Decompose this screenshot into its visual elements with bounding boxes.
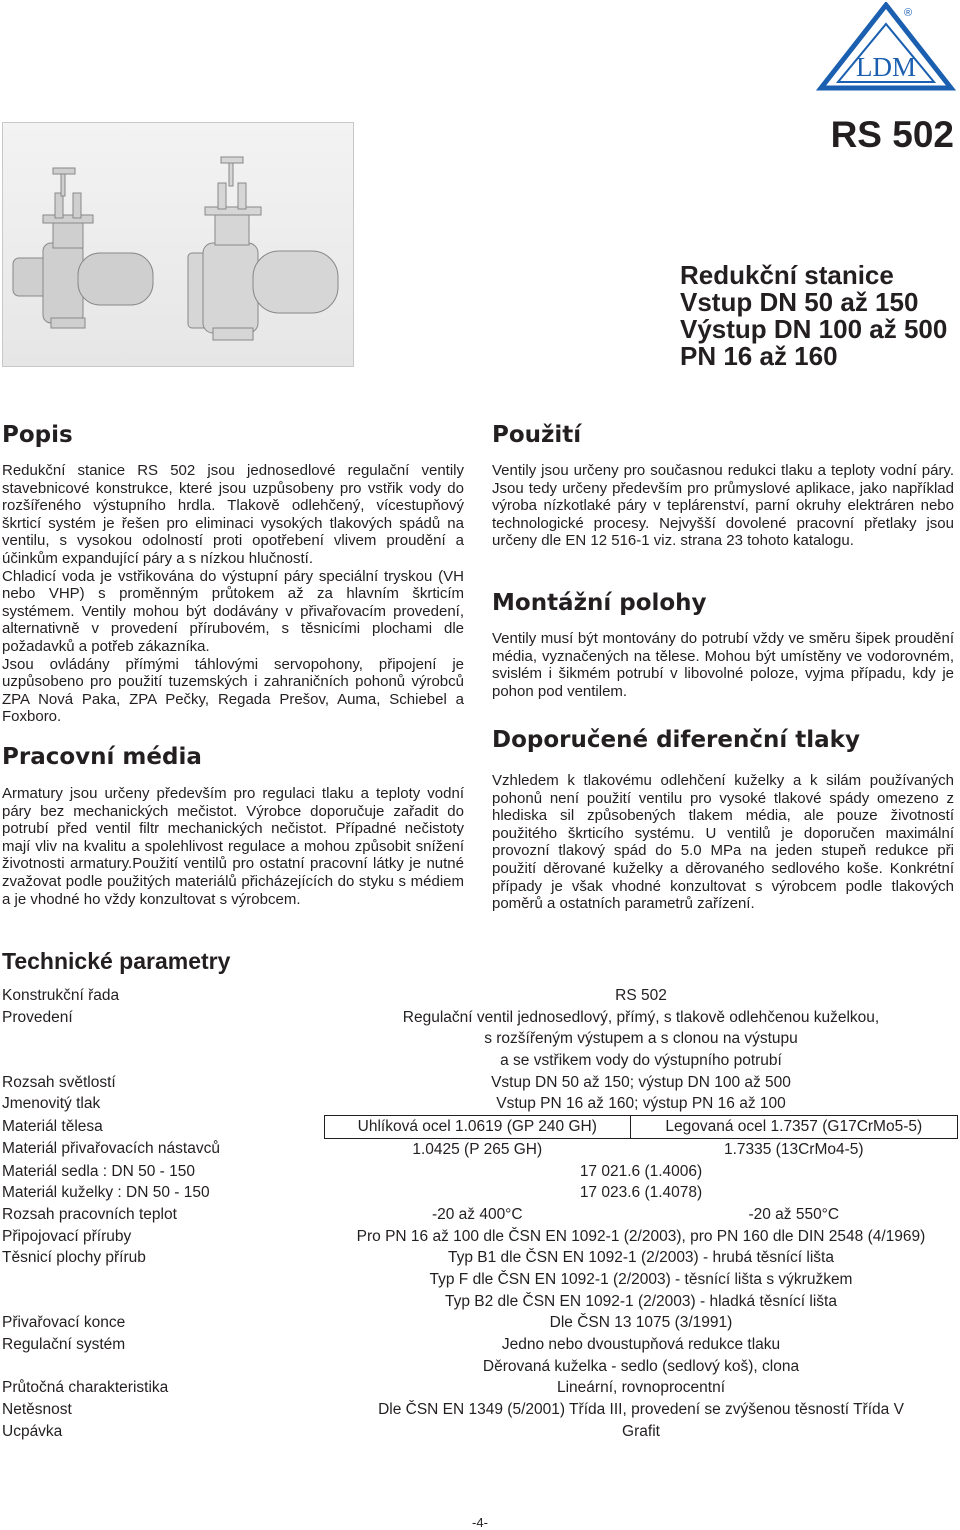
section-title-pouziti: Použití — [492, 422, 582, 448]
section-title-popis: Popis — [2, 422, 73, 448]
table-row — [0, 1050, 958, 1072]
table-row — [0, 1072, 958, 1094]
param-label: Ucpávka — [2, 1422, 63, 1440]
model-title: RS 502 — [830, 114, 954, 155]
table-row — [0, 1247, 958, 1269]
param-label: Jmenovitý tlak — [2, 1095, 101, 1113]
param-label — [0, 1291, 325, 1313]
param-label — [0, 1356, 325, 1378]
param-label: Rozsah pracovních teplot — [2, 1205, 177, 1223]
tech-title: Technické parametry — [2, 948, 231, 974]
param-label: Materiál tělesa — [2, 1117, 103, 1135]
param-value: Dle ČSN 13 1075 (3/1991) — [549, 1314, 733, 1332]
param-value: Regulační ventil jednosedlový, přímý, s tlakově odlehčenou kuželkou, — [402, 1008, 880, 1026]
param-value: s rozšířeným výstupem a s clonou na výstupu — [484, 1030, 798, 1048]
param-label — [0, 1269, 325, 1291]
param-value: RS 502 — [615, 987, 667, 1004]
param-label — [0, 1028, 325, 1050]
param-value-left: Uhlíková ocel 1.0619 (GP 240 GH) — [325, 1116, 631, 1139]
table-row — [0, 1399, 958, 1421]
param-value: 17 021.6 (1.4006) — [579, 1162, 703, 1180]
param-value: Jedno nebo dvoustupňová redukce tlaku — [501, 1336, 781, 1353]
subtitle-line: Redukční stanice — [680, 260, 894, 290]
param-label: Přivařovací konce — [2, 1314, 126, 1332]
table-row — [0, 1226, 958, 1248]
table-row — [0, 1093, 958, 1115]
section-pouziti-text — [492, 462, 954, 550]
table-row — [0, 1028, 958, 1050]
paragraph: Ventily musí být montovány do potrubí vždy ve směru šipek proudění média, vyznačených na tělese. Mohou být umístěny ve vodorovném, svislém i šikmém potrubí v libovolné poloze, vyjma případu, kdy je pohon pod ventilem. — [492, 630, 954, 700]
section-tlaky-text — [492, 772, 954, 913]
param-label: Materiál kuželky : DN 50 - 150 — [2, 1184, 210, 1202]
table-row — [0, 1312, 958, 1334]
paragraph: Chladicí voda je vstřikována do výstupní páry speciální tryskou (VH nebo VHP) s proměnným průtokem až za hlavním škrticím systémem. Ventily mohou být dodávány v přivařovacím provedení, alternativně v provedení přírubovém, s těsnicími plochami dle požadavků a potřeb zákazníka. — [2, 567, 464, 655]
table-row — [0, 1138, 958, 1160]
section-media-text — [2, 785, 464, 908]
subtitle-line: Vstup DN 50 až 150 — [680, 287, 919, 317]
table-row — [0, 1269, 958, 1291]
param-value-right: 1.7335 (13CrMo4-5) — [723, 1140, 864, 1158]
section-title-media: Pracovní média — [2, 744, 202, 770]
param-label: Provedení — [2, 1008, 73, 1026]
subtitle-line: PN 16 až 160 — [680, 341, 838, 371]
param-label: Těsnicí plochy přírub — [2, 1249, 146, 1267]
section-montaz-text — [492, 630, 954, 700]
table-row — [0, 1334, 958, 1356]
param-value: Děrovaná kuželka - sedlo (sedlový koš), clona — [482, 1357, 800, 1375]
table-row — [0, 1291, 958, 1313]
param-label: Regulační systém — [2, 1336, 126, 1353]
param-label: Konstrukční řada — [2, 987, 120, 1004]
param-value: Dle ČSN EN 1349 (5/2001) Třída III, provedení se zvýšenou těsností Třída V — [378, 1401, 904, 1419]
param-value: Grafit — [622, 1422, 660, 1440]
param-label: Připojovací příruby — [2, 1227, 132, 1245]
product-photo — [2, 122, 354, 367]
param-label: Průtočná charakteristika — [2, 1379, 169, 1397]
param-value: Typ B2 dle ČSN EN 1092-1 (2/2003) - hladká těsnící lišta — [444, 1292, 837, 1310]
table-row — [0, 1182, 958, 1204]
param-label: Materiál přivařovacích nástavců — [2, 1140, 220, 1158]
param-value: Lineární, rovnoprocentní — [556, 1379, 726, 1397]
param-value-right: -20 až 550°C — [748, 1205, 840, 1223]
table-row — [0, 985, 958, 1007]
subtitle-line: Výstup DN 100 až 500 — [680, 314, 948, 344]
param-value-left: -20 až 400°C — [431, 1205, 523, 1223]
param-value-left: 1.0425 (P 265 GH) — [412, 1140, 543, 1158]
param-value: 17 023.6 (1.4078) — [579, 1184, 703, 1202]
param-label: Netěsnost — [2, 1401, 72, 1419]
paragraph: Vzhledem k tlakovému odlehčení kuželky a k silám používaných pohonů není použití ventilu pro vysoké tlakové spády omezeno z hlediska sil způsobených tlakem média, ale pouze životností použitého škrticího systému. U ventilů je doporučen maximální provozní tlakový spád do 5.0 MPa na jeden stupeň redukce při použití děrované kuželky a děrovaného sedlového koše. Konkrétní případy je však vhodné konzultovat s výrobcem podle tlakových poměrů a ostatních parametrů zařízení. — [492, 772, 954, 913]
param-label — [0, 1050, 325, 1072]
param-value: Vstup PN 16 až 160; výstup PN 16 až 100 — [496, 1095, 786, 1113]
param-value: Typ B1 dle ČSN EN 1092-1 (2/2003) - hrubá těsnící lišta — [448, 1249, 834, 1267]
table-row — [0, 1007, 958, 1029]
section-title-montaz: Montážní polohy — [492, 590, 707, 616]
table-row — [0, 1356, 958, 1378]
param-value: a se vstřikem vody do výstupního potrubí — [500, 1052, 782, 1070]
svg-text:®: ® — [904, 7, 913, 19]
section-title-tlaky: Doporučené diferenční tlaky — [492, 727, 860, 753]
param-value: Typ F dle ČSN EN 1092-1 (2/2003) - těsnící lišta s výkružkem — [429, 1270, 853, 1288]
page-number: -4- — [472, 1515, 488, 1530]
table-row — [0, 1161, 958, 1183]
paragraph: Armatury jsou určeny především pro regulaci tlaku a teploty vodní páry bez mechanických mečistot. Výrobce doporučuje zařadit do potrubí před ventil filtr mechanických nečistot. Případné nečistoty mají vliv na kvalitu a spolehlivost regulace a mohou způsobit snížení životnosti armatury.Použití ventilů pro ostatní pracovní látky je nutné zvažovat podle použitých materiálů přicházejících do styku s médiem a je vhodné ho vždy konzultovat s výrobcem. — [2, 785, 464, 908]
table-row — [0, 1204, 958, 1226]
logo-text: LDM — [856, 52, 916, 82]
product-subtitle — [680, 262, 947, 370]
section-popis-text — [2, 462, 464, 726]
param-value-right: Legovaná ocel 1.7357 (G17CrMo5-5) — [630, 1116, 957, 1139]
table-row — [0, 1377, 958, 1399]
ldm-logo — [816, 2, 956, 92]
paragraph: Jsou ovládány přímými táhlovými servopohony, připojení je uzpůsobeno pro použití tuzemských i zahraničních pohonů výrobců ZPA Nová Paka, ZPA Pečky, Regada Prešov, Auma, Schiebel a Foxboro. — [2, 655, 464, 726]
param-value: Vstup DN 50 až 150; výstup DN 100 až 500 — [491, 1073, 791, 1091]
paragraph: Redukční stanice RS 502 jsou jednosedlové regulační ventily stavebnicové konstrukce, které jsou uzpůsobeny pro vstřik vody do rozšířeného výstupního hrdla. Tlakově odlehčený, vícestupňový škrticí systém je řešen pro eliminaci vysokých tlakových spádů na ventilu, s vysokou odolností proti opotřebení vlivem proudění a účinkům expandující páry a s nízkou hlučností. — [2, 462, 464, 567]
tech-table — [0, 985, 958, 1442]
param-value: Pro PN 16 až 100 dle ČSN EN 1092-1 (2/2003), pro PN 160 dle DIN 2548 (4/1969) — [356, 1227, 926, 1245]
table-row — [0, 1116, 958, 1139]
param-label: Materiál sedla : DN 50 - 150 — [2, 1162, 195, 1180]
paragraph: Ventily jsou určeny pro současnou redukci tlaku a teploty vodní páry. Jsou tedy určeny především pro průmyslové aplikace, jako například výroba nízkotlaké páry v teplárenství, parní okruhy elektráren nebo technologické procesy. Nejvyšší dovolené pracovní přetlaky jsou určeny dle EN 12 516-1 viz. strana 23 tohoto katalogu. — [492, 462, 954, 550]
param-label: Rozsah světlostí — [2, 1073, 116, 1091]
table-row — [0, 1421, 958, 1443]
